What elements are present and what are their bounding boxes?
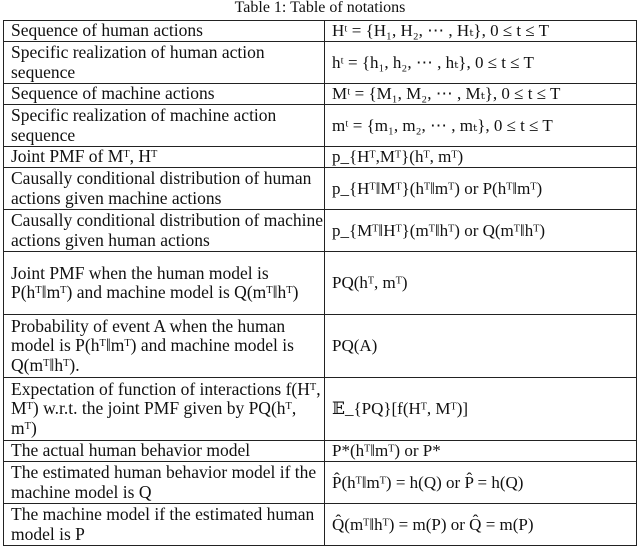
table-row (4, 504, 637, 546)
table-row (4, 252, 637, 315)
description-cell: Specific realization of machine action sequence (4, 105, 325, 147)
notation-cell: Mᵗ = {M₁, M₂, ⋯ , Mₜ}, 0 ≤ t ≤ T (325, 84, 637, 105)
description-cell: Probability of event A when the human model is P(hᵀ‖mᵀ) and machine model is Q(mᵀ‖hᵀ). (4, 315, 325, 378)
notation-cell: PQ(A) (325, 315, 637, 378)
table-row (4, 21, 637, 42)
table-row (4, 168, 637, 210)
description-cell: Joint PMF of Mᵀ, Hᵀ (4, 147, 325, 168)
notation-cell: Q̂(mᵀ‖hᵀ) = m(P) or Q̂ = m(P) (325, 504, 637, 546)
table-row (4, 84, 637, 105)
notation-cell: PQ(hᵀ, mᵀ) (325, 252, 637, 315)
table-row (4, 147, 637, 168)
description-cell: Sequence of machine actions (4, 84, 325, 105)
notation-cell: mᵗ = {m₁, m₂, ⋯ , mₜ}, 0 ≤ t ≤ T (325, 105, 637, 147)
description-cell: The machine model if the estimated human model is P (4, 504, 325, 546)
table-caption: Table 1: Table of notations (234, 0, 406, 16)
description-cell: Joint PMF when the human model is P(hᵀ‖mᵀ) and machine model is Q(mᵀ‖hᵀ) (4, 252, 325, 315)
description-cell: Expectation of function of interactions f(Hᵀ, Mᵀ) w.r.t. the joint PMF given by PQ(hᵀ, mᵀ) (4, 378, 325, 441)
description-cell: The actual human behavior model (4, 441, 325, 462)
description-cell: Specific realization of human action sequence (4, 42, 325, 84)
description-cell: The estimated human behavior model if the machine model is Q (4, 462, 325, 504)
table-row (4, 315, 637, 378)
table-row (4, 42, 637, 84)
notation-cell: hᵗ = {h₁, h₂, ⋯ , hₜ}, 0 ≤ t ≤ T (325, 42, 637, 84)
description-cell: Causally conditional distribution of machine actions given human actions (4, 210, 325, 252)
notation-table (3, 20, 637, 546)
description-cell: Sequence of human actions (4, 21, 325, 42)
notation-cell: p_{Hᵀ,Mᵀ}(hᵀ, mᵀ) (325, 147, 637, 168)
table-row (4, 441, 637, 462)
description-cell: Causally conditional distribution of human actions given machine actions (4, 168, 325, 210)
notation-cell: Hᵗ = {H₁, H₂, ⋯ , Hₜ}, 0 ≤ t ≤ T (325, 21, 637, 42)
table-row (4, 210, 637, 252)
table-row (4, 105, 637, 147)
notation-cell: P*(hᵀ‖mᵀ) or P* (325, 441, 637, 462)
notation-cell: p_{Hᵀ‖Mᵀ}(hᵀ‖mᵀ) or P(hᵀ‖mᵀ) (325, 168, 637, 210)
notation-cell: 𝔼_{PQ}[f(Hᵀ, Mᵀ)] (325, 378, 637, 441)
notation-cell: p_{Mᵀ‖Hᵀ}(mᵀ‖hᵀ) or Q(mᵀ‖hᵀ) (325, 210, 637, 252)
table-row (4, 378, 637, 441)
table-row (4, 462, 637, 504)
notation-cell: P̂(hᵀ‖mᵀ) = h(Q) or P̂ = h(Q) (325, 462, 637, 504)
